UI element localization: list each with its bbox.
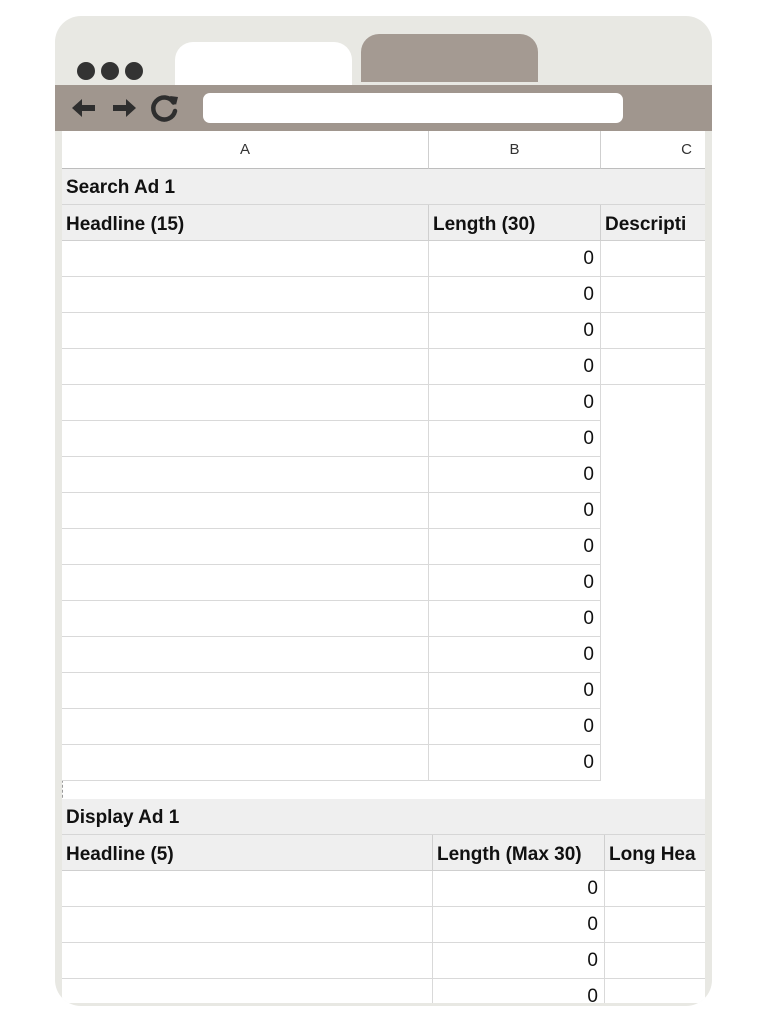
column-c-cell[interactable] — [605, 871, 705, 907]
length-cell[interactable]: 0 — [429, 529, 601, 565]
back-arrow-icon[interactable] — [69, 93, 99, 128]
column-header-b[interactable]: B — [429, 131, 601, 169]
headline-cell[interactable] — [62, 979, 433, 1003]
table-row — [62, 565, 705, 601]
column-c-cell[interactable] — [605, 943, 705, 979]
table-row — [62, 277, 705, 313]
length-cell[interactable]: 0 — [433, 943, 605, 979]
column-c-cell[interactable] — [601, 241, 705, 277]
section-title: Display Ad 1 — [66, 807, 180, 828]
column-c-cell[interactable] — [601, 673, 705, 709]
headline-cell[interactable] — [62, 745, 429, 781]
table-row — [62, 871, 705, 907]
headline-cell[interactable] — [62, 907, 433, 943]
column-c-cell[interactable] — [601, 745, 705, 781]
table-row — [62, 421, 705, 457]
section-title-row[interactable] — [62, 799, 705, 835]
header-cell[interactable]: Descripti — [601, 205, 705, 241]
headline-cell[interactable] — [62, 313, 429, 349]
length-cell[interactable]: 0 — [429, 313, 601, 349]
column-c-cell[interactable] — [601, 493, 705, 529]
column-c-cell[interactable] — [601, 313, 705, 349]
column-c-cell[interactable] — [601, 565, 705, 601]
headline-cell[interactable] — [62, 241, 429, 277]
reload-icon[interactable] — [149, 93, 181, 130]
headline-cell[interactable] — [62, 871, 433, 907]
headline-cell[interactable] — [62, 421, 429, 457]
length-cell[interactable]: 0 — [429, 601, 601, 637]
header-cell[interactable]: Headline (15) — [62, 205, 429, 241]
table-row — [62, 709, 705, 745]
headline-cell[interactable] — [62, 457, 429, 493]
length-cell[interactable]: 0 — [429, 385, 601, 421]
column-c-cell[interactable] — [601, 421, 705, 457]
length-cell[interactable]: 0 — [429, 637, 601, 673]
section-title: Search Ad 1 — [66, 177, 176, 198]
headline-cell[interactable] — [62, 709, 429, 745]
column-c-cell[interactable] — [601, 457, 705, 493]
length-cell[interactable]: 0 — [433, 979, 605, 1003]
table-row — [62, 601, 705, 637]
header-cell[interactable]: Length (Max 30) — [433, 835, 605, 871]
browser-tab-inactive[interactable] — [361, 34, 538, 82]
section-title-row[interactable] — [62, 169, 705, 205]
column-c-cell[interactable] — [601, 277, 705, 313]
table-row — [62, 457, 705, 493]
length-cell[interactable]: 0 — [433, 871, 605, 907]
headline-cell[interactable] — [62, 673, 429, 709]
header-row — [62, 205, 705, 241]
table-row — [62, 349, 705, 385]
browser-tab-active[interactable] — [175, 42, 352, 90]
headline-cell[interactable] — [62, 349, 429, 385]
length-cell[interactable]: 0 — [429, 241, 601, 277]
column-c-cell[interactable] — [601, 637, 705, 673]
length-cell[interactable]: 0 — [429, 349, 601, 385]
headline-cell[interactable] — [62, 277, 429, 313]
table-row — [62, 979, 705, 1003]
length-cell[interactable]: 0 — [429, 457, 601, 493]
column-header-c[interactable]: C — [601, 131, 705, 169]
table-row — [62, 673, 705, 709]
window-dot-icon[interactable] — [101, 62, 119, 80]
length-cell[interactable]: 0 — [429, 565, 601, 601]
column-c-cell[interactable] — [601, 709, 705, 745]
table-row — [62, 907, 705, 943]
column-header-a[interactable]: A — [62, 131, 429, 169]
headline-cell[interactable] — [62, 565, 429, 601]
browser-window — [55, 16, 712, 1006]
headline-cell[interactable] — [62, 385, 429, 421]
length-cell[interactable]: 0 — [429, 709, 601, 745]
header-row — [62, 835, 705, 871]
table-row — [62, 529, 705, 565]
length-cell[interactable]: 0 — [429, 277, 601, 313]
table-row — [62, 385, 705, 421]
table-row — [62, 493, 705, 529]
header-cell[interactable]: Long Hea — [605, 835, 705, 871]
window-dot-icon[interactable] — [77, 62, 95, 80]
table-row — [62, 637, 705, 673]
header-cell[interactable]: Length (30) — [429, 205, 601, 241]
url-bar[interactable] — [203, 93, 623, 123]
headline-cell[interactable] — [62, 601, 429, 637]
column-c-cell[interactable] — [605, 979, 705, 1003]
table-row — [62, 745, 705, 781]
spreadsheet — [62, 131, 705, 1003]
headline-cell[interactable] — [62, 493, 429, 529]
length-cell[interactable]: 0 — [429, 673, 601, 709]
header-cell[interactable]: Headline (5) — [62, 835, 433, 871]
column-c-cell[interactable] — [605, 907, 705, 943]
navigation-bar — [55, 85, 712, 131]
table-row — [62, 943, 705, 979]
column-c-cell[interactable] — [601, 349, 705, 385]
table-row — [62, 241, 705, 277]
headline-cell[interactable] — [62, 637, 429, 673]
headline-cell[interactable] — [62, 529, 429, 565]
length-cell[interactable]: 0 — [429, 421, 601, 457]
table-row — [62, 313, 705, 349]
forward-arrow-icon[interactable] — [109, 93, 139, 128]
column-c-cell[interactable] — [601, 385, 705, 421]
length-cell[interactable]: 0 — [429, 745, 601, 781]
headline-cell[interactable] — [62, 943, 433, 979]
length-cell[interactable]: 0 — [433, 907, 605, 943]
column-c-cell[interactable] — [601, 529, 705, 565]
column-c-cell[interactable] — [601, 601, 705, 637]
window-dot-icon[interactable] — [125, 62, 143, 80]
length-cell[interactable]: 0 — [429, 493, 601, 529]
